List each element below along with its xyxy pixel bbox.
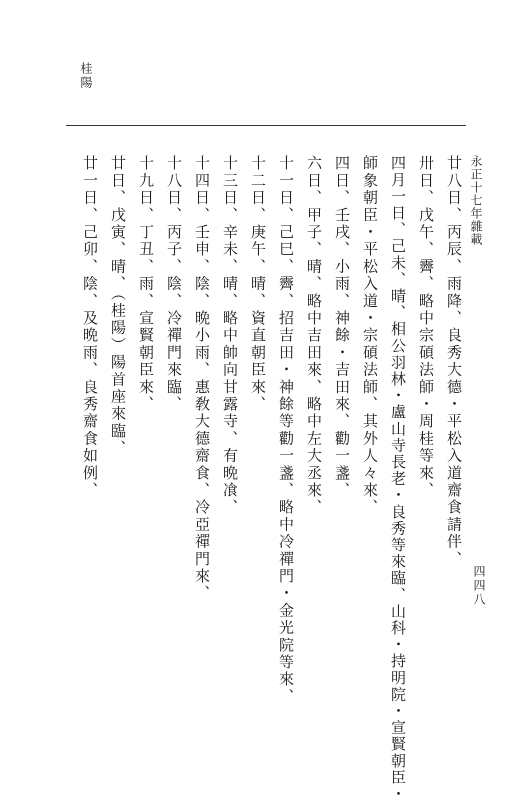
header-rule <box>66 125 466 126</box>
text-line: 四日、壬戌、小雨、神餘・吉田來、勸一盞、 <box>333 155 351 499</box>
text-line: 卅日、戊午、霽、略中宗碩法師・周桂等來、 <box>417 155 435 499</box>
text-line: 十三日、辛未、晴、略中帥向甘露寺、有晩飡、 <box>221 155 239 517</box>
text-line: 廿日、戊寅、晴、（桂陽）陽首座來臨、 <box>109 155 127 458</box>
text-line: 師象朝臣・平松入道・宗碩法師、其外人々來、 <box>361 155 379 517</box>
text-line: 廿一日、己卯、陰、及晩雨、良秀齋食如例、 <box>81 155 99 499</box>
text-line: 廿八日、丙辰、雨降、良秀大德・平松入道齋食請伴、 <box>445 155 463 568</box>
seal-stamp-text: 桂陽 <box>79 62 93 90</box>
text-line: 四月一日、己未、晴、相公羽林・盧山寺長老・良秀等來臨、山科・持明院・宣賢朝臣・ <box>389 155 407 802</box>
text-line: 十八日、丙子、陰、冷禪門來臨、 <box>165 155 183 413</box>
text-line: 六日、甲子、晴、略中吉田來、略中左大丞來、 <box>305 155 323 517</box>
text-line: 十一日、己巳、霽、招吉田・神餘等勸一盞、略中冷禪門・金光院等來、 <box>277 155 295 706</box>
text-line: 十四日、壬申、陰、晩小雨、惠敎大德齋食、冷亞禪門來、 <box>193 155 211 603</box>
text-line: 十九日、丁丑、雨、宣賢朝臣來、 <box>137 155 155 413</box>
text-line: 十二日、庚午、晴、資直朝臣來、 <box>249 155 267 413</box>
page-number: 四四八 <box>472 565 486 607</box>
running-header: 永正十七年雜載 <box>469 155 483 246</box>
